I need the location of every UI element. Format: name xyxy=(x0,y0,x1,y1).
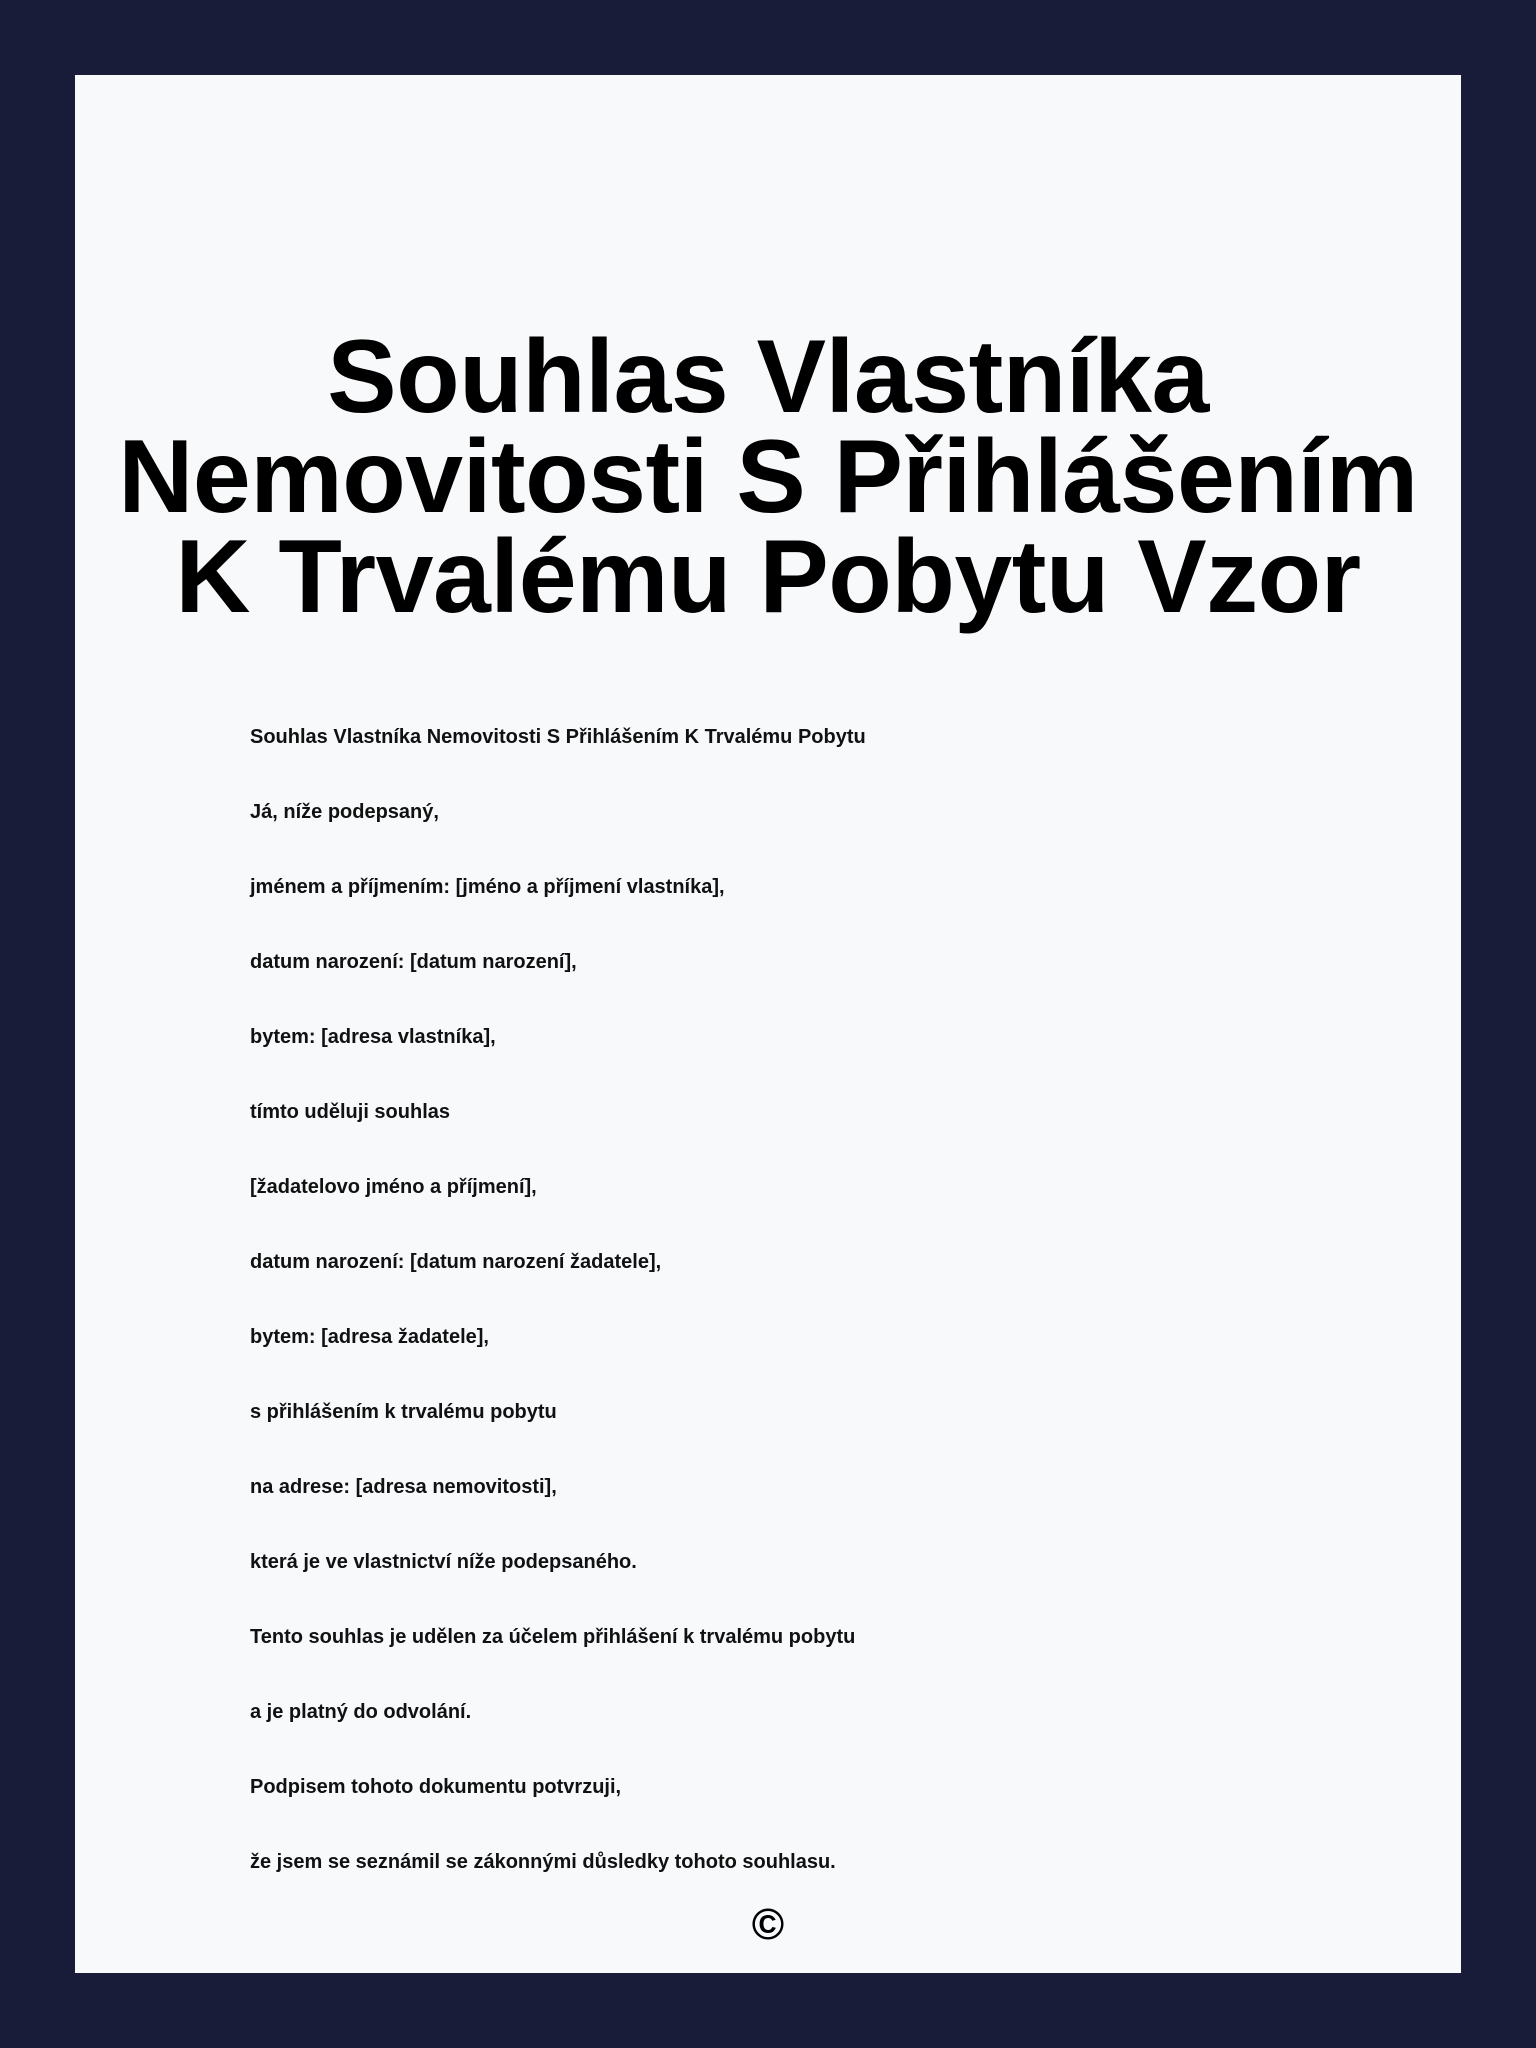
body-line: na adrese: [adresa nemovitosti], xyxy=(250,1476,557,1498)
body-line: bytem: [adresa žadatele], xyxy=(250,1326,489,1348)
body-line: Podpisem tohoto dokumentu potvrzuji, xyxy=(250,1776,622,1798)
body-line: která je ve vlastnictví níže podepsaného. xyxy=(250,1551,637,1573)
body-line: datum narození: [datum narození], xyxy=(250,951,577,973)
document-body xyxy=(250,715,1350,1915)
body-line: že jsem se seznámil se zákonnými důsledky tohoto souhlasu. xyxy=(250,1851,836,1873)
body-line: s přihlášením k trvalému pobytu xyxy=(250,1401,557,1423)
document-page xyxy=(75,75,1461,1973)
copyright-symbol: © xyxy=(751,1900,785,1949)
body-line: Tento souhlas je udělen za účelem přihlášení k trvalému pobytu xyxy=(250,1626,856,1648)
body-line: datum narození: [datum narození žadatele], xyxy=(250,1251,662,1273)
body-line: jménem a příjmením: [jméno a příjmení vlastníka], xyxy=(250,876,725,898)
body-line: Já, níže podepsaný, xyxy=(250,801,439,823)
body-line: Souhlas Vlastníka Nemovitosti S Přihlášením K Trvalému Pobytu xyxy=(250,726,866,748)
body-line: bytem: [adresa vlastníka], xyxy=(250,1026,496,1048)
document-title: Souhlas Vlastníka Nemovitosti S Přihlášením K Trvalému Pobytu Vzor xyxy=(118,319,1418,635)
body-line: a je platný do odvolání. xyxy=(250,1701,472,1723)
body-line: tímto uděluji souhlas xyxy=(250,1101,451,1123)
body-line: [žadatelovo jméno a příjmení], xyxy=(250,1176,537,1198)
